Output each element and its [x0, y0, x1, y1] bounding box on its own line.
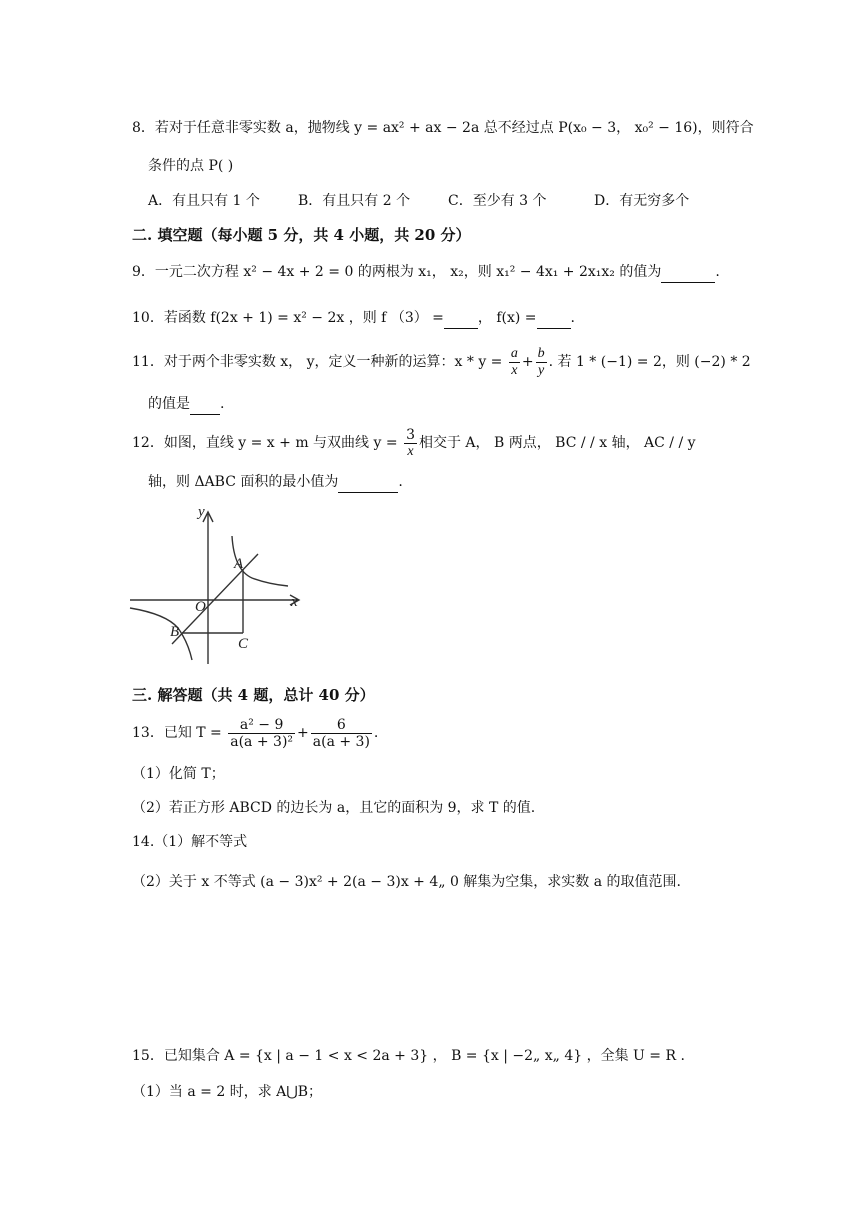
q14-part1: 14.（1）解不等式: [132, 834, 248, 850]
line-y-eq-x-plus-m: [172, 554, 258, 644]
q11-fraction-a-over-x: $\frac{a}{x}$: [510, 345, 518, 378]
q12-line2: [148, 472, 403, 493]
q10-end: .: [570, 310, 575, 326]
section3-title: 三. 解答题（共 4 题，总计 40 分）: [132, 686, 375, 704]
q8-option-a: A．有且只有 1 个: [148, 193, 260, 209]
q12-fraction-3-over-x: $\frac{3}{x}$: [406, 426, 415, 459]
q10-mid: ， f(x) =: [477, 310, 537, 326]
point-c-label: C: [238, 636, 249, 652]
q11-answer-blank: [190, 394, 220, 415]
q11-line1: [132, 344, 751, 380]
q8-option-c: C．至少有 3 个: [448, 193, 547, 209]
q12-answer-blank: [338, 472, 398, 493]
q11-line2-text: 的值是: [148, 396, 190, 412]
q14-part2: （2）关于 x 不等式 (a − 3)x² + 2(a − 3)x + 4„ 0 解集为空集，求实数 a 的取值范围.: [132, 874, 682, 890]
q8-line2: 条件的点 P( ): [148, 158, 234, 174]
q11-fraction-b-over-y: $\frac{b}{y}$: [537, 345, 545, 378]
x-axis-label: x: [291, 594, 298, 610]
q15-stem: 15．已知集合 A = {x | a − 1 < x < 2a + 3} ， B = {x | −2„ x„ 4} ，全集 U = R .: [132, 1048, 685, 1064]
origin-label: O: [195, 599, 206, 615]
section2-title: 二. 填空题（每小题 5 分，共 4 小题，共 20 分）: [132, 226, 471, 244]
q11-line2: [148, 394, 224, 415]
q9-text: 9．一元二次方程 x² − 4x + 2 = 0 的两根为 x₁， x₂，则 x₁² − 4x₁ + 2x₁x₂ 的值为: [132, 264, 662, 280]
q10-text: 10．若函数 f(2x + 1) = x² − 2x ，则 f （3） =: [132, 310, 444, 326]
q13-part2: （2）若正方形 ABCD 的边长为 a，且它的面积为 9，求 T 的值.: [132, 800, 536, 816]
q13-pre: 13．已知 T =: [132, 725, 222, 741]
q8-option-d: D．有无穷多个: [594, 193, 690, 209]
q13-fraction-2: $\frac{6}{a(a + 3)}$: [312, 716, 370, 750]
q11-plus: +: [521, 354, 534, 370]
q13-plus: +: [297, 725, 309, 741]
q13-line: [132, 712, 378, 754]
q12-line2-text: 轴，则 ΔABC 面积的最小值为: [148, 474, 339, 490]
q8-option-b: B．有且只有 2 个: [298, 193, 411, 209]
q11-end: .: [220, 396, 225, 412]
q10-blank-1: [444, 308, 478, 329]
q13-fraction-1: $\frac{\text{a² − 9}}{\text{a(a + 3)²}}$: [230, 716, 294, 750]
q12-pre: 12．如图，直线 y = x + m 与双曲线 y =: [132, 435, 398, 451]
q9-line: [132, 262, 720, 283]
y-axis-label: y: [198, 504, 205, 520]
point-b-label: B: [170, 624, 180, 640]
q8-line1: 8．若对于任意非零实数 a，抛物线 y = ax² + ax − 2a 总不经过点 P(x₀ − 3， x₀² − 16)，则符合: [132, 120, 754, 136]
q13-end: .: [373, 725, 379, 741]
point-a-label: A: [234, 556, 244, 572]
hyperbola-branch-lower: [130, 608, 192, 660]
q11-pre: 11．对于两个非零实数 x， y，定义一种新的运算：x * y =: [132, 354, 503, 370]
q12-post: 相交于 A， B 两点， BC / / x 轴， AC / / y: [418, 435, 696, 451]
q10-line: [132, 308, 575, 329]
q12-figure: [126, 502, 316, 668]
q9-answer-blank: [661, 262, 715, 283]
q9-end: .: [715, 264, 720, 280]
q11-post: . 若 1 * (−1) = 2，则 (−2) * 2: [548, 354, 751, 370]
q10-blank-2: [537, 308, 571, 329]
q15-part1: （1）当 a = 2 时，求 A⋃B；: [132, 1084, 323, 1100]
q12-end: .: [398, 474, 403, 490]
q13-part1: （1）化简 T；: [132, 766, 225, 782]
q12-line1: [132, 424, 696, 462]
